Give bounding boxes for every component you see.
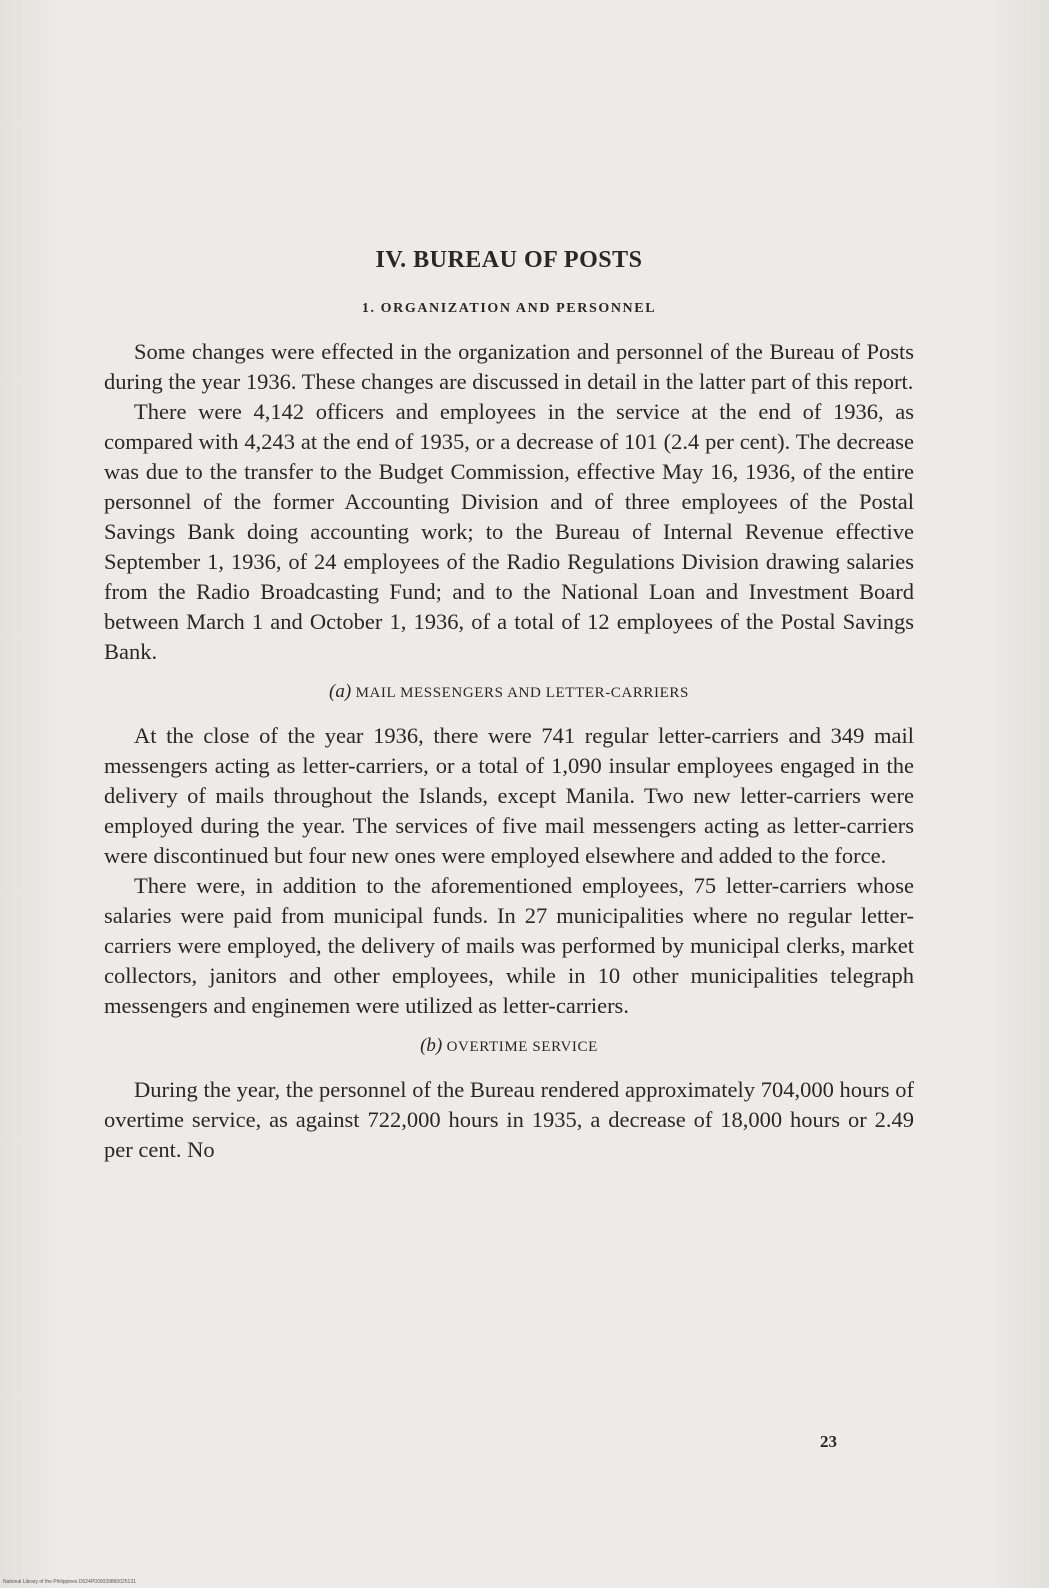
section-title: 1. ORGANIZATION AND PERSONNEL (361, 300, 657, 316)
page-number: 23 (820, 1432, 837, 1451)
paragraph: There were 4,142 officers and employees in the service at the end of 1936, as compared with 4,243 at the end of 1935, or a decrease of 101 (2.4 per cent). The decrease was due to the transfer to the Budget Commission, effective May 16, 1936, of the entire personnel of the former Accounting Division and of three employees of the Postal Savings Bank doing accounting work; to the Bureau of Internal Revenue effective September 1, 1936, of 24 employees of the Radio Regulations Division drawing salaries from the Radio Broadcasting Fund; and to the National Loan and Investment Board between March 1 and October 1, 1936, of a total of 12 employees of the Postal Savings Bank. (104, 398, 914, 664)
paragraph: Some changes were effected in the organization and personnel of the Bureau of Posts during the year 1936. These changes are discussed in detail in the latter part of this report. (104, 338, 914, 394)
subsection-a-heading (104, 681, 914, 703)
subsection-b-title: OVERTIME SERVICE (446, 1038, 598, 1055)
paragraph: At the close of the year 1936, there were 741 regular letter-carriers and 349 mail messengers acting as letter-carriers, or a total of 1,090 insular employees engaged in the delivery of mails throughout the Islands, except Manila. Two new letter-carriers were employed during the year. The services of five mail messengers acting as letter-carriers were discontinued but four new ones were employed elsewhere and added to the force. (104, 722, 914, 868)
paragraph: There were, in addition to the aforementioned employees, 75 letter-carriers whose salaries were paid from municipal funds. In 27 municipalities where no regular letter-carriers were employed, the delivery of mails was performed by municipal clerks, market collectors, janitors and other employees, while in 10 other municipalities telegraph messengers and enginemen were utilized as letter-carriers. (104, 872, 914, 1018)
library-stamp: National Library of the Philippines D024P000039860025131 (3, 1579, 136, 1585)
paragraph: During the year, the personnel of the Bureau rendered approximately 704,000 hours of overtime service, as against 722,000 hours in 1935, a decrease of 18,000 hours or 2.49 per cent. No (104, 1076, 914, 1162)
page-content (104, 246, 914, 1165)
subsection-a-mark: (a) (329, 680, 352, 702)
subsection-b-mark: (b) (420, 1034, 443, 1056)
chapter-title: IV. BUREAU OF POSTS (375, 247, 643, 273)
subsection-b-heading (104, 1035, 914, 1057)
subsection-a-title: MAIL MESSENGERS AND LETTER-CARRIERS (355, 684, 689, 701)
